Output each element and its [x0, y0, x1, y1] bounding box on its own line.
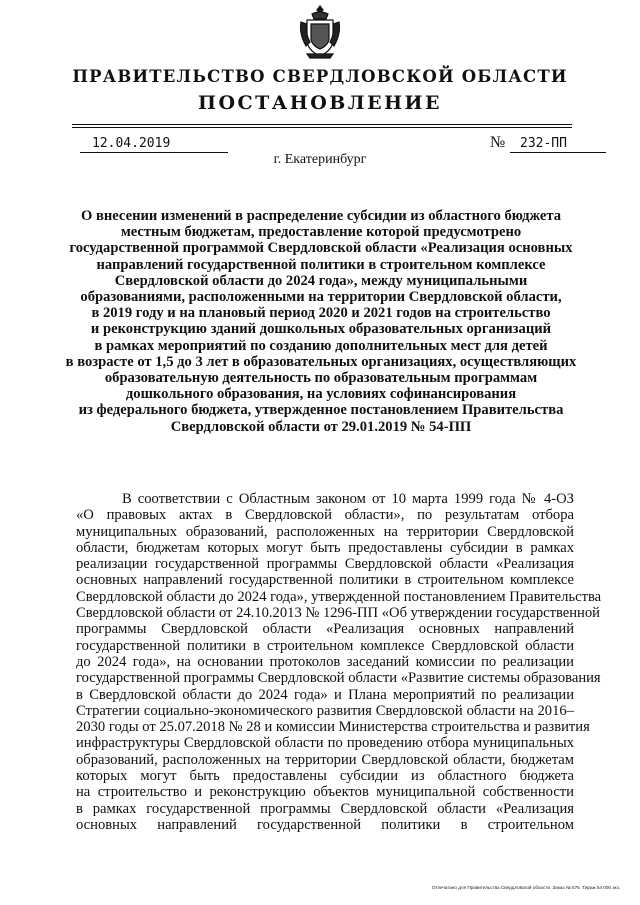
title-line: Свердловской области от 29.01.2019 № 54-ПП — [170, 418, 472, 435]
document-body — [76, 491, 602, 833]
body-line: Свердловской области до 2024 года», утвержденной постановлением Правительства — [76, 588, 602, 605]
body-line: 2030 годы от 25.07.2018 № 28 и комиссии Министерства строительства и развития — [76, 719, 590, 736]
body-line: образований, расположенных на территории Свердловской области, бюджетам — [76, 751, 574, 768]
body-line: «О правовых актах в Свердловской области», по результатам отбора — [76, 507, 574, 524]
document-kind: ПОСТАНОВЛЕНИЕ — [198, 92, 442, 114]
government-name: ПРАВИТЕЛЬСТВО СВЕРДЛОВСКОЙ ОБЛАСТИ — [72, 67, 568, 86]
title-line: в рамках мероприятий по созданию дополнительных мест для детей — [94, 337, 548, 354]
document-title — [62, 208, 580, 435]
header-divider-thin — [72, 127, 572, 128]
body-line: инфраструктуры Свердловской области по проведению отбора муниципальных — [76, 735, 574, 752]
body-line: области, бюджетам которых могут быть предоставлены субсидии в рамках — [76, 539, 574, 556]
body-line: Свердловской области от 24.10.2013 № 1296-ПП «Об утверждении государственной — [76, 605, 600, 622]
body-line: основных направлений государственной политики в строительном комплексе — [76, 572, 574, 589]
title-line: направлений государственной политики в строительном комплексе — [96, 256, 546, 273]
body-line: муниципальных образований, расположенных на территории Свердловской — [76, 523, 574, 540]
title-line: образовательную деятельность по образовательным программам — [104, 370, 538, 387]
city: г. Екатеринбург — [273, 152, 367, 167]
document-date: 12.04.2019 — [80, 136, 228, 153]
body-line: Стратегии социально-экономического развития Свердловской области на 2016– — [76, 702, 574, 719]
title-line: в 2019 году и на плановый период 2020 и 2021 годов на строительство — [91, 305, 551, 322]
header-divider — [72, 124, 572, 125]
body-line: в Свердловской области до 2024 года» и Плана мероприятий по реализации — [76, 686, 574, 703]
title-line: в возрасте от 1,5 до 3 лет в образовательных организациях, осуществляющих — [65, 353, 577, 370]
title-line: дошкольного образования, на условиях софинансирования — [125, 386, 517, 403]
title-line: Свердловской области до 2024 года», между муниципальными — [114, 272, 528, 289]
body-line: на строительство и реконструкцию объектов муниципальной собственности — [76, 784, 574, 801]
title-line: и реконструкцию зданий дошкольных образовательных организаций — [90, 321, 552, 338]
body-line: государственной программы Свердловской области «Развитие системы образования — [76, 670, 601, 687]
document-number: 232-ПП — [510, 136, 606, 153]
body-line: программы Свердловской области «Реализация основных направлений — [76, 621, 574, 638]
print-footer: Отпечатано для Правительства Свердловской области. Заказ № 575. Тираж 54 000 экз. — [431, 885, 620, 890]
body-line: в рамках государственной программы Свердловской области «Реализация — [76, 800, 574, 817]
title-line: местным бюджетам, предоставление которой предусмотрено — [120, 224, 522, 241]
body-line: государственной политики в строительном комплексе Свердловской области — [76, 637, 574, 654]
title-line: государственной программой Свердловской области «Реализация основных — [69, 240, 573, 257]
body-line: основных направлений государственной политики в строительном — [76, 816, 574, 833]
body-line: которых могут быть предоставлены субсидии из областного бюджета — [76, 768, 574, 785]
title-line: О внесении изменений в распределение субсидии из областного бюджета — [80, 208, 562, 224]
body-line: до 2024 года», на основании протоколов заседаний комиссии по реализации — [76, 653, 574, 670]
coat-of-arms-icon — [297, 4, 343, 62]
body-line: В соответствии с Областным законом от 10 марта 1999 года № 4-ОЗ — [122, 491, 574, 507]
body-line: реализации государственной программы Свердловской области «Реализация — [76, 556, 574, 573]
title-line: из федерального бюджета, утвержденное постановлением Правительства — [78, 402, 564, 419]
title-line: образованиями, расположенными на территории Свердловской области, — [80, 289, 562, 306]
number-sign: № — [490, 134, 506, 151]
